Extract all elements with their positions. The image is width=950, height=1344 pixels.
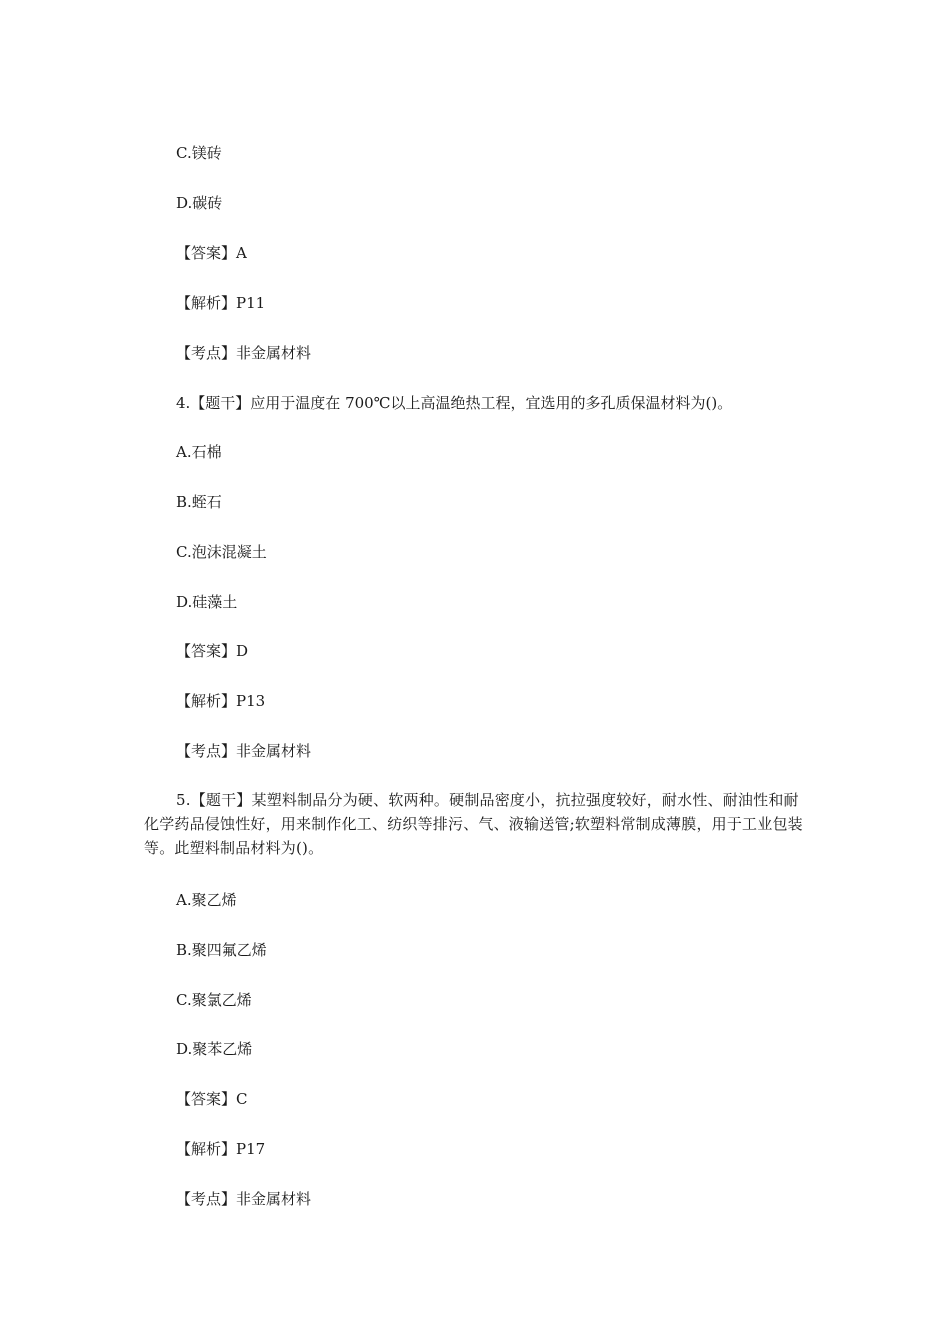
q3-analysis: 【解析】P11 xyxy=(176,294,266,312)
q4-option-c: C.泡沫混凝土 xyxy=(176,543,267,561)
q5-option-c: C.聚氯乙烯 xyxy=(176,991,252,1009)
q4-option-a: A.石棉 xyxy=(176,443,222,461)
q4-analysis: 【解析】P13 xyxy=(176,692,266,710)
q4-option-d: D.硅藻土 xyxy=(176,593,238,611)
q5-point: 【考点】非金属材料 xyxy=(176,1190,312,1208)
q3-answer: 【答案】A xyxy=(176,244,247,262)
q4-stem: 4.【题干】应用于温度在 700℃以上高温绝热工程，宜选用的多孔质保温材料为()。 xyxy=(176,394,733,412)
q4-option-b: B.蛭石 xyxy=(176,493,222,511)
q5-option-b: B.聚四氟乙烯 xyxy=(176,941,267,959)
q3-option-d: D.碳砖 xyxy=(176,194,223,212)
q5-answer: 【答案】C xyxy=(176,1090,248,1108)
q4-point: 【考点】非金属材料 xyxy=(176,742,312,760)
q5-stem: 5.【题干】某塑料制品分为硬、软两种。硬制品密度小，抗拉强度较好，耐水性、耐油性和耐化学药品侵蚀性好，用来制作化工、纺织等排污、气、液输送管;软塑料常制成薄膜，用于工业包装等。此塑料制品材料为()。 xyxy=(144,791,803,857)
q5-option-d: D.聚苯乙烯 xyxy=(176,1040,253,1058)
q5-analysis: 【解析】P17 xyxy=(176,1140,266,1158)
q3-point: 【考点】非金属材料 xyxy=(176,344,312,362)
q4-answer: 【答案】D xyxy=(176,642,249,660)
q5-option-a: A.聚乙烯 xyxy=(176,891,237,909)
q3-option-c: C.镁砖 xyxy=(176,144,222,162)
